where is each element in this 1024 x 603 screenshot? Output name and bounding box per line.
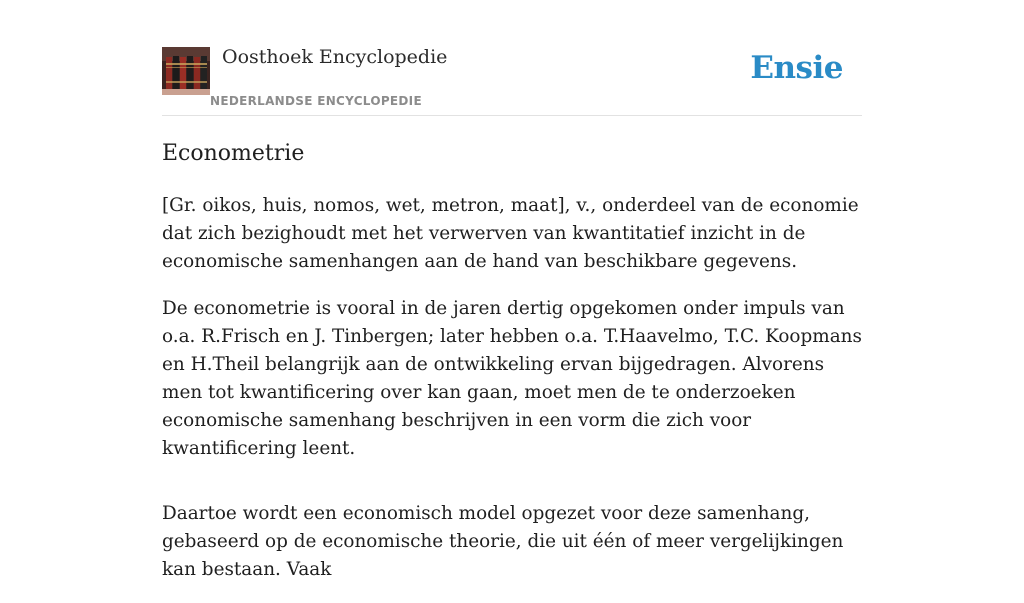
encyclopedia-books-icon[interactable] bbox=[162, 47, 210, 95]
site-name-link[interactable]: Oosthoek Encyclopedie bbox=[222, 46, 448, 68]
article bbox=[162, 138, 862, 603]
article-title: Econometrie bbox=[162, 141, 305, 166]
ensie-logo[interactable]: Ensie bbox=[750, 50, 843, 86]
article-paragraph-history: De econometrie is vooral in de jaren dertig opgekomen onder impuls van o.a. R.Frisch en J. Tinbergen; later hebben o.a. T.Haavelmo, T.C. Koopmans en H.Theil belangrijk aan de ontwikkeling ervan bijgedragen. Alvorens men tot kwantificering over kan gaan, moet men de te onderzoeken economische samenhang beschrijven in een vorm die zich voor kwantificering leent. bbox=[162, 298, 862, 459]
article-paragraph-definition: [Gr. oikos, huis, nomos, wet, metron, maat], v., onderdeel van de economie dat zich bezighoudt met het verwerven van kwantitatief inzicht in de economische samenhangen aan de hand van beschikbare gegevens. bbox=[162, 195, 859, 272]
article-paragraph-model: Daartoe wordt een economisch model opgezet voor deze samenhang, gebaseerd op de economische theorie, die uit één of meer vergelijkingen kan bestaan. Vaak bbox=[162, 503, 844, 580]
site-tagline: NEDERLANDSE ENCYCLOPEDIE bbox=[210, 94, 422, 108]
site-header bbox=[162, 0, 862, 116]
